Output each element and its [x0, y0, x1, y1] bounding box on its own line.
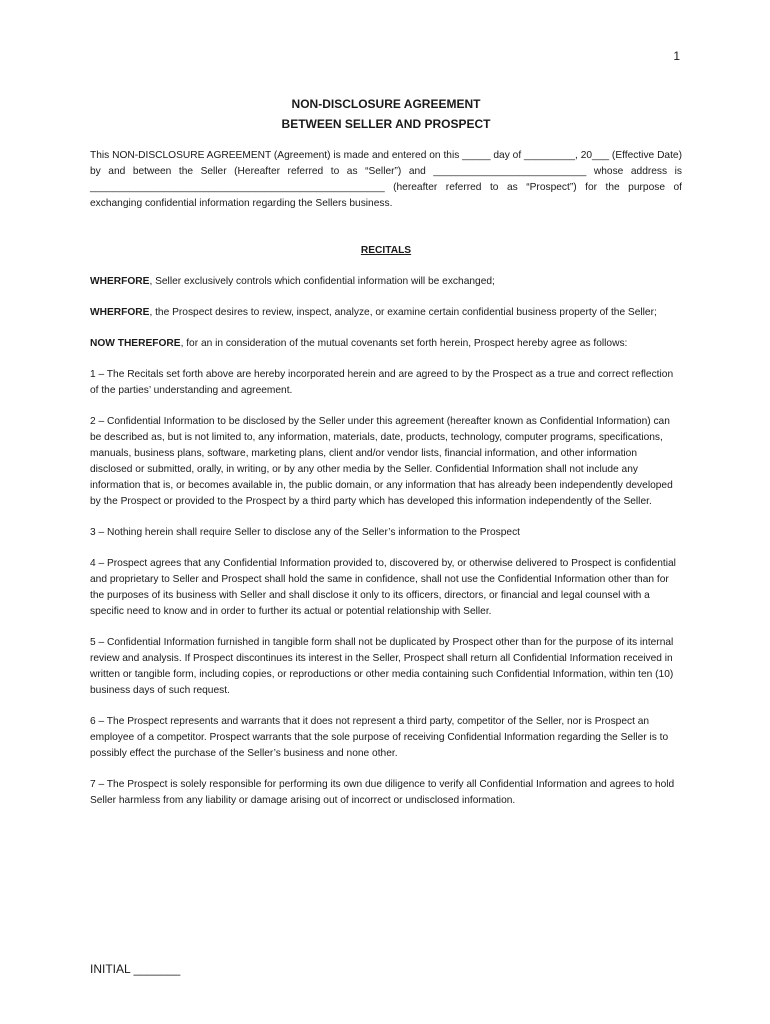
clause-2: 2 – Confidential Information to be disclosed by the Seller under this agreement (hereafter known as Confidential Information) can be described as, but is not limited to, any information, materials, date, products, technology, computer programs, specifications, manuals, business plans, software, marketing plans, client and/or vendor lists, financial information, and other information disclosed or submitted, orally, in writing, or by any other media by the Seller. Confidential Information shall not include any information that is, or becomes available in, the public domain, or any information that has already been independently developed by the Prospect or provided to the Prospect by a third party which has developed this information independently of the Seller. — [90, 416, 673, 507]
initial-line: INITIAL _______ — [90, 962, 181, 976]
document-body — [90, 94, 682, 809]
clause-1: 1 – The Recitals set forth above are hereby incorporated herein and are agreed to by the Prospect as a true and correct reflection of the parties’ understanding and agreement. — [90, 369, 674, 396]
title-line-2: BETWEEN SELLER AND PROSPECT — [281, 117, 491, 131]
clause-4: 4 – Prospect agrees that any Confidential Information provided to, discovered by, or otherwise delivered to Prospect is confidential and proprietary to Seller and Prospect shall hold the same in confidence, shall not use the Confidential Information other than for the purposes of its business with Seller and shall disclose it only to its officers, directors, or financial and legal counsel with a specific need to know and in order to further its actual or potential relationship with Seller. — [90, 558, 676, 617]
whereas-text-1: , Seller exclusively controls which confidential information will be exchanged; — [149, 276, 495, 287]
therefore-text: , for an in consideration of the mutual covenants set forth herein, Prospect hereby agree as follows: — [180, 338, 628, 349]
page-number: 1 — [673, 49, 680, 63]
therefore-keyword: NOW THEREFORE — [90, 338, 181, 349]
whereas-text-2: , the Prospect desires to review, inspect, analyze, or examine certain confidential business property of the Seller; — [149, 307, 657, 318]
clause-6: 6 – The Prospect represents and warrants that it does not represent a third party, competitor of the Seller, nor is Prospect an employee of a competitor. Prospect warrants that the sole purpose of receiving Confidential Information regarding the Seller is to possibly effect the purchase of the Seller’s business and none other. — [90, 716, 669, 759]
recitals-heading: RECITALS — [360, 245, 412, 256]
whereas-keyword-1: WHERFORE — [90, 276, 150, 287]
title-line-1: NON-DISCLOSURE AGREEMENT — [291, 97, 481, 111]
whereas-paragraph-1 — [90, 274, 682, 290]
therefore-paragraph — [90, 336, 682, 352]
clause-5: 5 – Confidential Information furnished in tangible form shall not be duplicated by Prospect other than for the purpose of its internal review and analysis. If Prospect discontinues its interest in the Seller, Prospect shall return all Confidential Information received in written or tangible form, including copies, or reproductions or other media containing such Confidential Information, within ten (10) business days of such request. — [90, 637, 674, 696]
whereas-keyword-2: WHERFORE — [90, 307, 150, 318]
whereas-paragraph-2 — [90, 305, 682, 321]
clause-3: 3 – Nothing herein shall require Seller to disclose any of the Seller’s information to the Prospect — [90, 527, 520, 538]
intro-paragraph: This NON-DISCLOSURE AGREEMENT (Agreement) is made and entered on this _____ day of _________, 20___ (Effective Date) by and between the Seller (Hereafter referred to as “Seller”) and ___________________________ whose address is ____________________________________________________ (hereafter referred to as “Prospect”) for the purpose of exchanging confidential information regarding the Sellers business. — [90, 150, 682, 209]
clause-7: 7 – The Prospect is solely responsible for performing its own due diligence to verify all Confidential Information and agrees to hold Seller harmless from any liability or damage arising out of incorrect or undisclosed information. — [90, 779, 675, 806]
